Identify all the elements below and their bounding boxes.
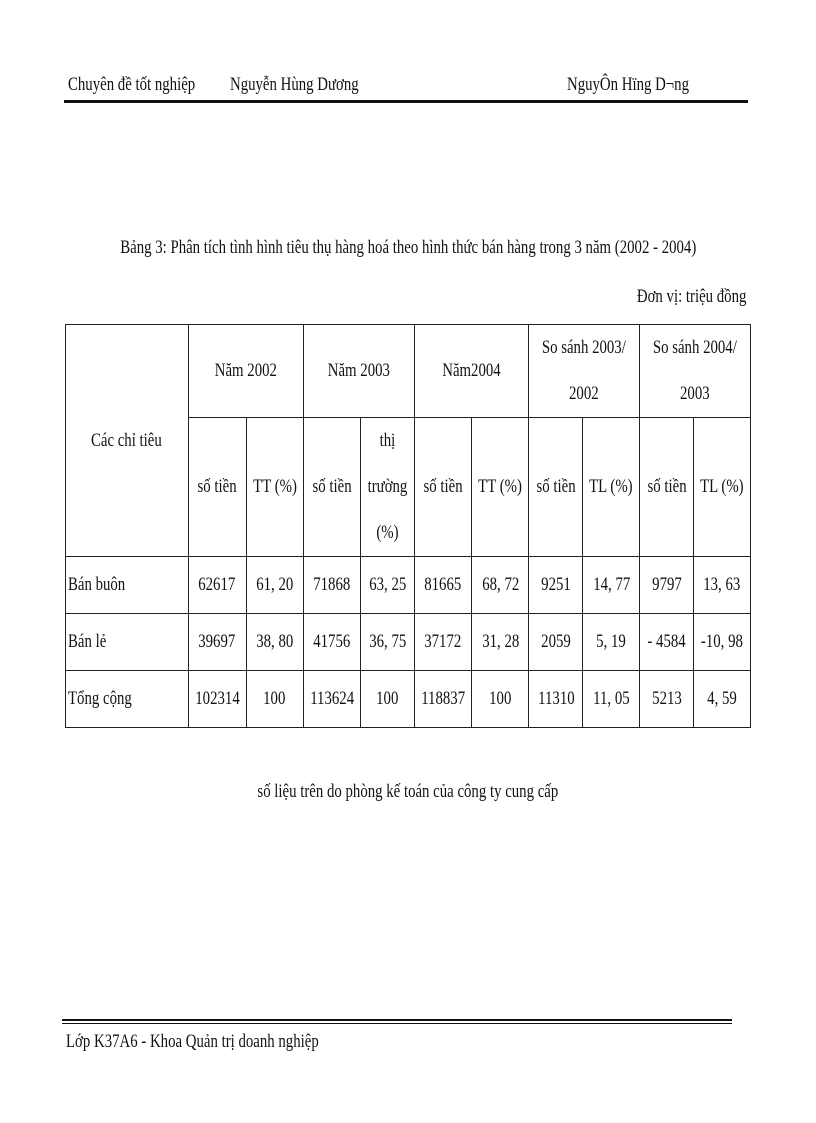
table-cell: - 4584 <box>640 614 694 671</box>
subheader-market-share: thị trường (%) <box>361 418 415 557</box>
table-cell: 9797 <box>640 557 694 614</box>
table-cell: 37172 <box>415 614 472 671</box>
table-cell: 36, 75 <box>361 614 415 671</box>
table-cell: 5, 19 <box>583 614 640 671</box>
unit-label: Đơn vị: triệu đồng <box>636 286 746 307</box>
table-cell: -10, 98 <box>694 614 751 671</box>
table-cell: 68, 72 <box>472 557 529 614</box>
group-header-2002: Năm 2002 <box>188 325 303 418</box>
table-row <box>66 557 751 614</box>
header-left: Chuyên đề tốt nghiệp <box>68 74 196 95</box>
footer-text: Lớp K37A6 - Khoa Quản trị doanh nghiệp <box>66 1031 319 1052</box>
table-cell: 11310 <box>529 671 583 728</box>
table-cell: 9251 <box>529 557 583 614</box>
footer-rule <box>62 1019 732 1021</box>
subheader-amount: số tiền <box>415 418 472 557</box>
row-header-cell: Các chỉ tiêu <box>66 325 189 557</box>
table-cell: 81665 <box>415 557 472 614</box>
sales-table <box>65 324 751 728</box>
subheader-amount: số tiền <box>188 418 246 557</box>
group-header-2003: Năm 2003 <box>303 325 414 418</box>
table-cell: 100 <box>472 671 529 728</box>
table-cell: 118837 <box>415 671 472 728</box>
table-cell: 113624 <box>303 671 360 728</box>
subheader-amount: số tiền <box>303 418 360 557</box>
table-cell: 63, 25 <box>361 557 415 614</box>
table-cell: 100 <box>361 671 415 728</box>
table-cell: 39697 <box>188 614 246 671</box>
subheader-amount: số tiền <box>529 418 583 557</box>
group-header-compare-2004: So sánh 2004/ 2003 <box>640 325 751 418</box>
group-header-2004: Năm2004 <box>415 325 529 418</box>
row-label: Bán lẻ <box>66 614 189 671</box>
table-cell: 41756 <box>303 614 360 671</box>
table-caption: Bảng 3: Phân tích tình hình tiêu thụ hàng hoá theo hình thức bán hàng trong 3 năm (2002 - 2004) <box>119 237 697 258</box>
table-cell: 11, 05 <box>583 671 640 728</box>
table-cell: 38, 80 <box>246 614 303 671</box>
subheader-rate: TL (%) <box>694 418 751 557</box>
group-header-compare-2003: So sánh 2003/ 2002 <box>529 325 640 418</box>
table-cell: 71868 <box>303 557 360 614</box>
header-right: NguyÔn Hïng D¬ng <box>567 74 689 95</box>
footer-rule-thin <box>62 1023 732 1024</box>
table-cell: 102314 <box>188 671 246 728</box>
row-label: Bán buôn <box>66 557 189 614</box>
table-cell: 4, 59 <box>694 671 751 728</box>
table-cell: 14, 77 <box>583 557 640 614</box>
subheader-amount: số tiền <box>640 418 694 557</box>
table-cell: 5213 <box>640 671 694 728</box>
table-cell: 62617 <box>188 557 246 614</box>
table-row <box>66 671 751 728</box>
header-author: Nguyễn Hùng Dương <box>230 74 359 95</box>
table-cell: 61, 20 <box>246 557 303 614</box>
table-cell: 31, 28 <box>472 614 529 671</box>
table-cell: 13, 63 <box>694 557 751 614</box>
subheader-share: TT (%) <box>472 418 529 557</box>
table-row <box>66 614 751 671</box>
subheader-rate: TL (%) <box>583 418 640 557</box>
subheader-share: TT (%) <box>246 418 303 557</box>
source-note: số liệu trên do phòng kế toán của công ty cung cấp <box>257 781 559 802</box>
table-cell: 100 <box>246 671 303 728</box>
table-cell: 2059 <box>529 614 583 671</box>
row-label: Tổng cộng <box>66 671 189 728</box>
header-rule <box>64 100 748 103</box>
